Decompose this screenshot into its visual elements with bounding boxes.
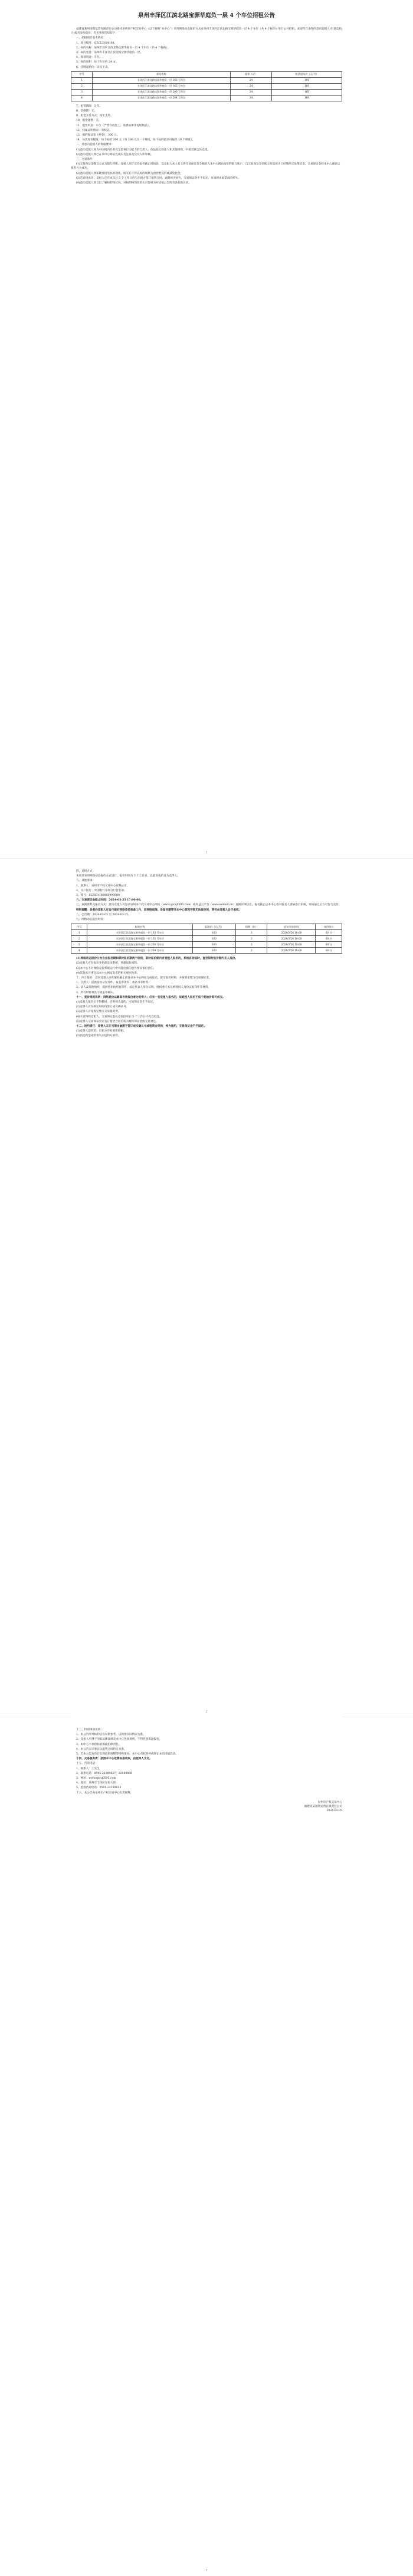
paragraph: (2)竞租人应在报价开始前登录系统，熟悉报价流程。 — [76, 962, 140, 965]
table-cell: 丰泽区江滨北路宝源华庭负一层 200 号车位 — [93, 89, 231, 95]
table-body — [71, 77, 342, 101]
table-header-row — [71, 924, 342, 930]
table-header-cell: 竞价时长 — [316, 924, 342, 930]
paragraph: 十二、违约责任：竞得人无正当理由逾期不签订成交确认书或租赁合同的，视为违约，交易保证金不予退还。 — [76, 1025, 206, 1029]
paragraph: 十三、特别事项说明： — [76, 1729, 103, 1731]
table-cell: 丰泽区江滨北路宝源华庭负一层 200 号车位 — [87, 942, 192, 948]
table-header-cell: 序号 — [71, 71, 93, 77]
paragraph: 7、租赁期限：3 年。 — [76, 104, 103, 108]
sheet-1 — [71, 0, 342, 858]
table-row — [71, 930, 342, 936]
paragraph: 2、法人及其他组织：提供营业执照复印件、法定代表人身份证明、授权委托书及被授权人身份证复印件等材料。 — [76, 986, 211, 990]
paragraph: 4、规划用途：车位。 — [76, 56, 103, 60]
table-cell: 2024/3/26 10:00 — [267, 948, 316, 954]
table-row — [71, 948, 342, 954]
paragraph: 3、标的坐落：泉州市丰泽区江滨北路宝源华庭负一层。 — [76, 51, 143, 55]
paragraph: 1、项目编号：QZCL2024108。 — [76, 41, 117, 45]
table-row — [71, 77, 342, 83]
paragraph: 2、标的名称：泉州丰泽区江滨北路宝源华庭负一层 4 个车位（共 4 个标的）。 — [76, 46, 171, 50]
paragraph: 3、所有材料须签字或盖章确认。 — [76, 991, 116, 994]
page-number: 2 — [205, 1710, 208, 1714]
body-section — [71, 869, 342, 922]
table-cell: 3 — [71, 942, 87, 948]
table-cell: 60 分 — [316, 942, 342, 948]
paragraph: 三、交易条件： — [76, 158, 96, 162]
paragraph: 4、本公告未尽事宜以租赁合同约定为准。 — [76, 1747, 127, 1751]
table-cell: 160 — [192, 948, 235, 954]
paragraph: (1)网络动态报价分为自由报价期和限时报价期两个阶段，限时报价期内有竞租人报价的，系统自动延时，直至限时报价期内无人报价。 — [76, 957, 238, 961]
paragraph: (1)竞租人报价后不得撤回，否则视为违约，交易保证金不予退还。 — [76, 1001, 156, 1004]
paragraph: 13、履约保证金（押金）：300 元。 — [76, 134, 120, 137]
table-cell: 2 — [71, 936, 87, 942]
paragraph: 1、联系人：泉州市产权交易中心有限公司。 — [76, 884, 130, 888]
paragraph: 6、挂牌起始价：详见下表。 — [76, 65, 111, 69]
table-cell: 丰泽区江滨北路宝源华庭负一层 165 号车位 — [87, 936, 192, 942]
document-date: 2024-03-05 — [326, 1809, 342, 1813]
table-cell: 24 — [231, 77, 272, 83]
table-header-cell: 标的名称 — [93, 71, 231, 77]
signature-org-1: 泉州市产权交易中心 — [317, 1800, 342, 1804]
table-cell: 3 — [236, 948, 267, 954]
table-cell: 丰泽区江滨北路宝源华庭负一层 204 号车位 — [93, 95, 231, 101]
table-row — [71, 89, 342, 95]
paragraph: (1)意向竞租人须为中国境内具有完全民事行为能力的自然人、依法登记的法人和其他组织，不接受联合体竞租。 — [76, 148, 211, 152]
body-section — [71, 27, 342, 70]
paragraph: (2)意向竞租人须已在本中心网站完成实名注册及会员入库审核。 — [76, 153, 153, 156]
table-cell: 160 — [192, 930, 235, 936]
paragraph: 六、交易保证金截止时间：2024-03-25 17:00:00。 — [76, 899, 143, 902]
paragraph: (3)本中心不对网络竞价系统运行中可能出现的意外情况承担责任。 — [76, 967, 156, 970]
paragraph: 2、竞租人应遵守国家法律法规及本中心各项规则，不得恶意串通报价。 — [76, 1738, 162, 1742]
paragraph: 2、联系电话：0595-22189827、22189806 — [76, 1772, 133, 1775]
table-cell: 60 分 — [316, 936, 342, 942]
paragraph: 1、自然人：提供身份证复印件、报名申请书、承诺书等材料。 — [76, 981, 151, 985]
table-cell: 3 — [236, 930, 267, 936]
paragraph: 福建省某州国资运营有限责任公司委托泉州市产权交易中心（以下简称“本中心”）采用网络动态报价方式对泉州丰泽区江滨北路宝源华庭负一层 4 个车位（共 4 个标的）进行公开招租。欢迎符合条件的意向竞租人(有意竞租人)报名参加竞价，有关事项告知如下： — [71, 28, 342, 35]
paragraph: (3)竞得人应按规定缴交交易服务费。 — [76, 1010, 121, 1014]
signature-org-2: 福建省某国资运营有限责任公司 — [304, 1805, 342, 1809]
sheet-3 — [71, 1717, 342, 2576]
paragraph: 九、网络动态报价时间： — [76, 918, 106, 922]
paragraph: 一、招租项目基本情况： — [76, 37, 106, 40]
paragraph: (2)竞得人应在规定时间内签订成交确认书。 — [76, 1006, 129, 1009]
table-row — [71, 936, 342, 942]
table-cell: 24 — [231, 89, 272, 95]
table-row — [71, 942, 342, 948]
paragraph: 十四、交易服务费：按照本中心收费标准收取，由竞得人支付。 — [76, 1757, 152, 1761]
table-cell: 2024/3/26 10:00 — [267, 930, 316, 936]
table-cell: 160 — [272, 77, 342, 83]
paragraph: 四、竞租方式 — [76, 870, 93, 873]
table-cell: 4 — [71, 95, 93, 101]
table-cell: 60 分 — [316, 930, 342, 936]
table-cell: 4 — [71, 948, 87, 954]
body-section — [71, 104, 342, 185]
paragraph: 12、权属证明情况：有权证。 — [76, 129, 112, 132]
table-cell: 160 — [192, 936, 235, 942]
paragraph: 十、网上报名：意向竞租人应在报名截止前登录本中心网站完成报名，提交报名材料，并按要求缴交交易保证金。 — [76, 977, 212, 980]
page-number: 1 — [205, 851, 208, 855]
table-cell: 160 — [272, 95, 342, 101]
table-header-cell: 竞价开始时间 — [267, 924, 316, 930]
paragraph: 本项目采用网络动态报价方式进行，报价时间为 3 个工作日，以最高报价者为竞得人。 — [76, 875, 180, 878]
table-cell: 丰泽区江滨北路宝源华庭负一层 163 号车位 — [87, 930, 192, 936]
paragraph: 3、本中心不承担标的瑕疵担保责任。 — [76, 1743, 122, 1746]
paragraph: (4)其他未尽事宜以本中心网站发布的相关规则为准。 — [76, 971, 140, 975]
paragraph: 特别提醒：各意向竞租人应自行做好网络竞价准备工作，因网络故障、设备问题等非本中心原因导致无法报价的，责任由竞租人自行承担。 — [76, 908, 242, 912]
sheet-2 — [71, 859, 342, 1717]
paragraph: (2)因违约造成的损失由违约方承担。 — [76, 1034, 121, 1038]
paragraph: (4)意向竞租人须自行了解标的物状况，对标的物现状的认可即视为对招租公告所有条款的认同。 — [76, 182, 191, 185]
bidding-schedule-table — [71, 924, 342, 954]
table-cell: 2024/3/26 10:00 — [267, 942, 316, 948]
document-title: 泉州丰泽区江滨北路宝源华庭负一层 4 个车位招租公告 — [138, 12, 275, 19]
table-cell: 丰泽区江滨北路宝源华庭负一层 163 号车位 — [93, 77, 231, 83]
paragraph: 3、网址：www.qzcq0595.com — [76, 1777, 116, 1780]
paragraph: (5)竞得人交易保证金在签订租赁合同后转为履约保证金或无息退还。 — [76, 1020, 159, 1023]
paragraph: 5、若本公告发布后出现政策调整等特殊情况，本中心有权暂停或终止本次招租活动。 — [76, 1753, 178, 1756]
table-cell: 160 — [272, 89, 342, 95]
table-cell: 160 — [192, 942, 235, 948]
table-header-row — [71, 71, 342, 77]
table-header-cell: 面积（㎡） — [231, 71, 272, 77]
paragraph: 2、开户银行：中国银行泉州分行营业部。 — [76, 889, 127, 892]
lot-table — [71, 71, 342, 101]
table-body — [71, 930, 342, 954]
table-row — [71, 95, 342, 101]
table-cell: 丰泽区江滨北路宝源华庭负一层 204 号车位 — [87, 948, 192, 954]
paragraph: 十五、咨询电话： — [76, 1762, 98, 1766]
paragraph: 二、对意向竞租人的资格要求： — [76, 143, 114, 147]
paragraph: 5、监督咨询电话：0595-22189813 — [76, 1786, 122, 1790]
table-cell: 3 — [71, 89, 93, 95]
paragraph: (1)交易保证金缴交方式为银行转账，竞租人须于竞价报名截止时间前，以竞租人本人名义将交易保证金全额转入本中心网站指定的银行账户，自交易保证金到账之时起视为已经缴纳交易保证金。交易保证金经本中心确认后报名方为成功。 — [71, 163, 340, 170]
table-cell: 2 — [71, 83, 93, 89]
table-cell: 24 — [231, 95, 272, 101]
table-header-cell: 租金起始价（元/月） — [272, 71, 342, 77]
paragraph: 七、查阅资料及报名方式：意向竞租人可登录泉州市产权交易中心网站（www.qzcq0595.com）或权益云平台（www.eolmid.cn）查阅详细信息，报名截止后本中心将对报名人资格进行审核，审核通过后方可参与竞价。 — [76, 903, 342, 907]
paragraph: 五、其他事项 — [76, 879, 93, 883]
table-header-cell: 标的名称 — [87, 924, 192, 930]
table-cell: 2024/3/26 10:00 — [267, 936, 316, 942]
table-cell: 24 — [231, 83, 272, 89]
paragraph: 1、联系人：王先生 — [76, 1767, 100, 1770]
paragraph: (4)未竞得的竞租人，交易保证金在竞价结束后 5 个工作日内无息退还。 — [76, 1015, 162, 1018]
paragraph: 4、地址：泉州市丰泽区东海大街 — [76, 1782, 116, 1785]
page-number: 3 — [205, 2569, 208, 2572]
table-row — [71, 83, 342, 89]
paragraph: (1)竞得人违约的，出租方有权重新招租。 — [76, 1030, 126, 1033]
paragraph: 十六、本公告由泉州市产权交易中心负责解释。 — [76, 1791, 133, 1795]
body-section — [71, 957, 342, 1038]
body-section — [71, 1728, 342, 1795]
table-cell: 1 — [71, 930, 87, 936]
paragraph: 3、账号：152691180860990980 — [76, 894, 120, 898]
paragraph: (3)若竞租成功，竞租人应在成交后 5 个工作日内与出租方签订租赁合同，逾期视为放弃，交易保证金不予退还，并承担由此造成的损失。 — [76, 176, 241, 180]
paragraph: (2)意向竞租人须知晓并接受标的现状，成交后不得以标的现状为由拒绝签约或减免租金。 — [76, 172, 183, 175]
paragraph: 十一、竞价规则说明：网络竞价以最高有效报价者为竞得人；仅有一名竞租人报名的，该竞租人报价不低于起始价即可成交。 — [76, 995, 225, 999]
table-cell: 丰泽区江滨北路宝源华庭负一层 165 号车位 — [93, 83, 231, 89]
paragraph: 1、本公告所列标的信息仅供参考，以现场实际情况为准。 — [76, 1733, 146, 1737]
paragraph: 八、公告期：2024-03-05 至 2024-03-25。 — [76, 913, 131, 916]
paragraph: 11、租赁用途：车位（严禁存放化工、易燃易爆等危险物品）。 — [76, 124, 152, 127]
paragraph: 8、装修期：无。 — [76, 110, 97, 113]
table-cell: 160 — [272, 83, 342, 89]
table-header-cell: 租期（年） — [236, 924, 267, 930]
paragraph: 14、每次加价幅度：每个标的 300 元（每 300 元为一个梯度，每个标的最多可报价 10 个梯度）。 — [76, 139, 195, 142]
table-header-cell: 序号 — [71, 924, 87, 930]
table-cell: 3 — [236, 942, 267, 948]
paragraph: 9、租金支付方式：按年支付。 — [76, 114, 113, 118]
table-cell: 3 — [236, 936, 267, 942]
paragraph: 10、租金递增：无。 — [76, 119, 101, 123]
paragraph: 5、标的面积：每个车位约 24 ㎡。 — [76, 61, 119, 64]
table-header-cell: 起始价（元/月） — [192, 924, 235, 930]
table-cell: 60 分 — [316, 948, 342, 954]
table-cell: 1 — [71, 77, 93, 83]
